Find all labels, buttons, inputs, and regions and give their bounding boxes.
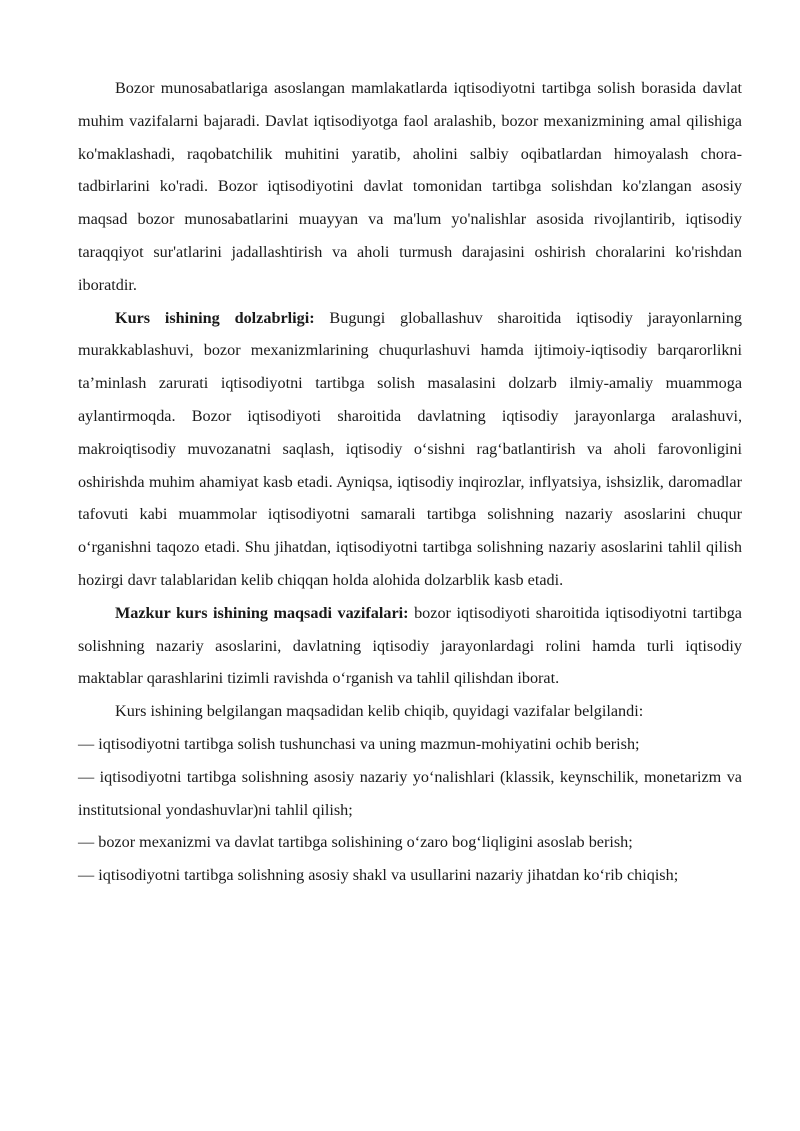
paragraph-heading: Kurs ishining dolzabrligi: <box>115 308 315 327</box>
paragraph-text: Bugungi globallashuv sharoitida iqtisodiy jarayonlarning murakkablashuvi, bozor mexanizmlarining chuqurlashuvi hamda ijtimoiy-iqtisodiy barqarorlikni ta’minlash zarurati iqtisodiyotni tartibga solish masalasini dolzarb ilmiy-amaliy muammoga aylantirmoqda. Bozor iqtisodiyoti sharoitida davlatning iqtisodiy jarayonlarga aralashuvi, makroiqtisodiy muvozanatni saqlash, iqtisodiy o‘sishni rag‘batlantirish va aholi farovonligini oshirishda muhim ahamiyat kasb etadi. Ayniqsa, iqtisodiy inqirozlar, inflyatsiya, ishsizlik, daromadlar tafovuti kabi muammolar iqtisodiyotni samarali tartibga solishning nazariy asoslarini chuqur o‘rganishni taqozo etadi. Shu jihatdan, iqtisodiyotni tartibga solishning nazariy asoslarini tahlil qilish hozirgi davr talablaridan kelib chiqqan holda alohida dolzarblik kasb etadi. <box>78 308 743 589</box>
document-page <box>78 72 742 892</box>
paragraph-heading: Mazkur kurs ishining maqsadi vazifalari: <box>115 603 409 622</box>
paragraph-text: Kurs ishining belgilangan maqsadidan kelib chiqib, quyidagi vazifalar belgilandi: <box>115 702 644 721</box>
list-item: — iqtisodiyotni tartibga solishning asosiy nazariy yo‘nalishlari (klassik, keynschilik, monetarizm va institutsional yondashuvlar)ni tahlil qilish; <box>78 767 742 819</box>
paragraph-text: bozor iqtisodiyoti sharoitida iqtisodiyotni tartibga solishning nazariy asoslarini, davlatning iqtisodiy jarayonlardagi rolini hamda turli iqtisodiy maktablar qarashlarini tizimli ravishda o‘rganish va tahlil qilishdan iborat. <box>78 603 742 688</box>
paragraph-goals <box>78 597 742 695</box>
paragraph-intro <box>78 72 742 302</box>
paragraph-tasks-intro <box>78 695 742 728</box>
list-item: — iqtisodiyotni tartibga solishning asosiy shakl va usullarini nazariy jihatdan ko‘rib chiqish; <box>78 866 679 885</box>
list-item: — iqtisodiyotni tartibga solish tushunchasi va uning mazmun-mohiyatini ochib berish; <box>78 734 640 753</box>
paragraph-text: Bozor munosabatlariga asoslangan mamlakatlarda iqtisodiyotni tartibga solish borasida davlat muhim vazifalarni bajaradi. Davlat iqtisodiyotga faol aralashib, bozor mexanizmining amal qilishiga ko'maklashadi, raqobatchilik muhitini yaratib, aholini salbiy oqibatlardan himoyalash chora-tadbirlarini ko'radi. Bozor iqtisodiyotini davlat tomonidan tartibga solishdan ko'zlangan asosiy maqsad bozor munosabatlarini muayyan va ma'lum yo'nalishlar asosida rivojlantirib, iqtisodiy taraqqiyot sur'atlarini jadallashtirish va aholi turmush darajasini oshirish choralarini ko'rishdan iboratdir. <box>78 79 742 294</box>
paragraph-relevance <box>78 302 742 597</box>
list-item: — bozor mexanizmi va davlat tartibga solishining o‘zaro bog‘liqligini asoslab berish; <box>78 833 633 852</box>
